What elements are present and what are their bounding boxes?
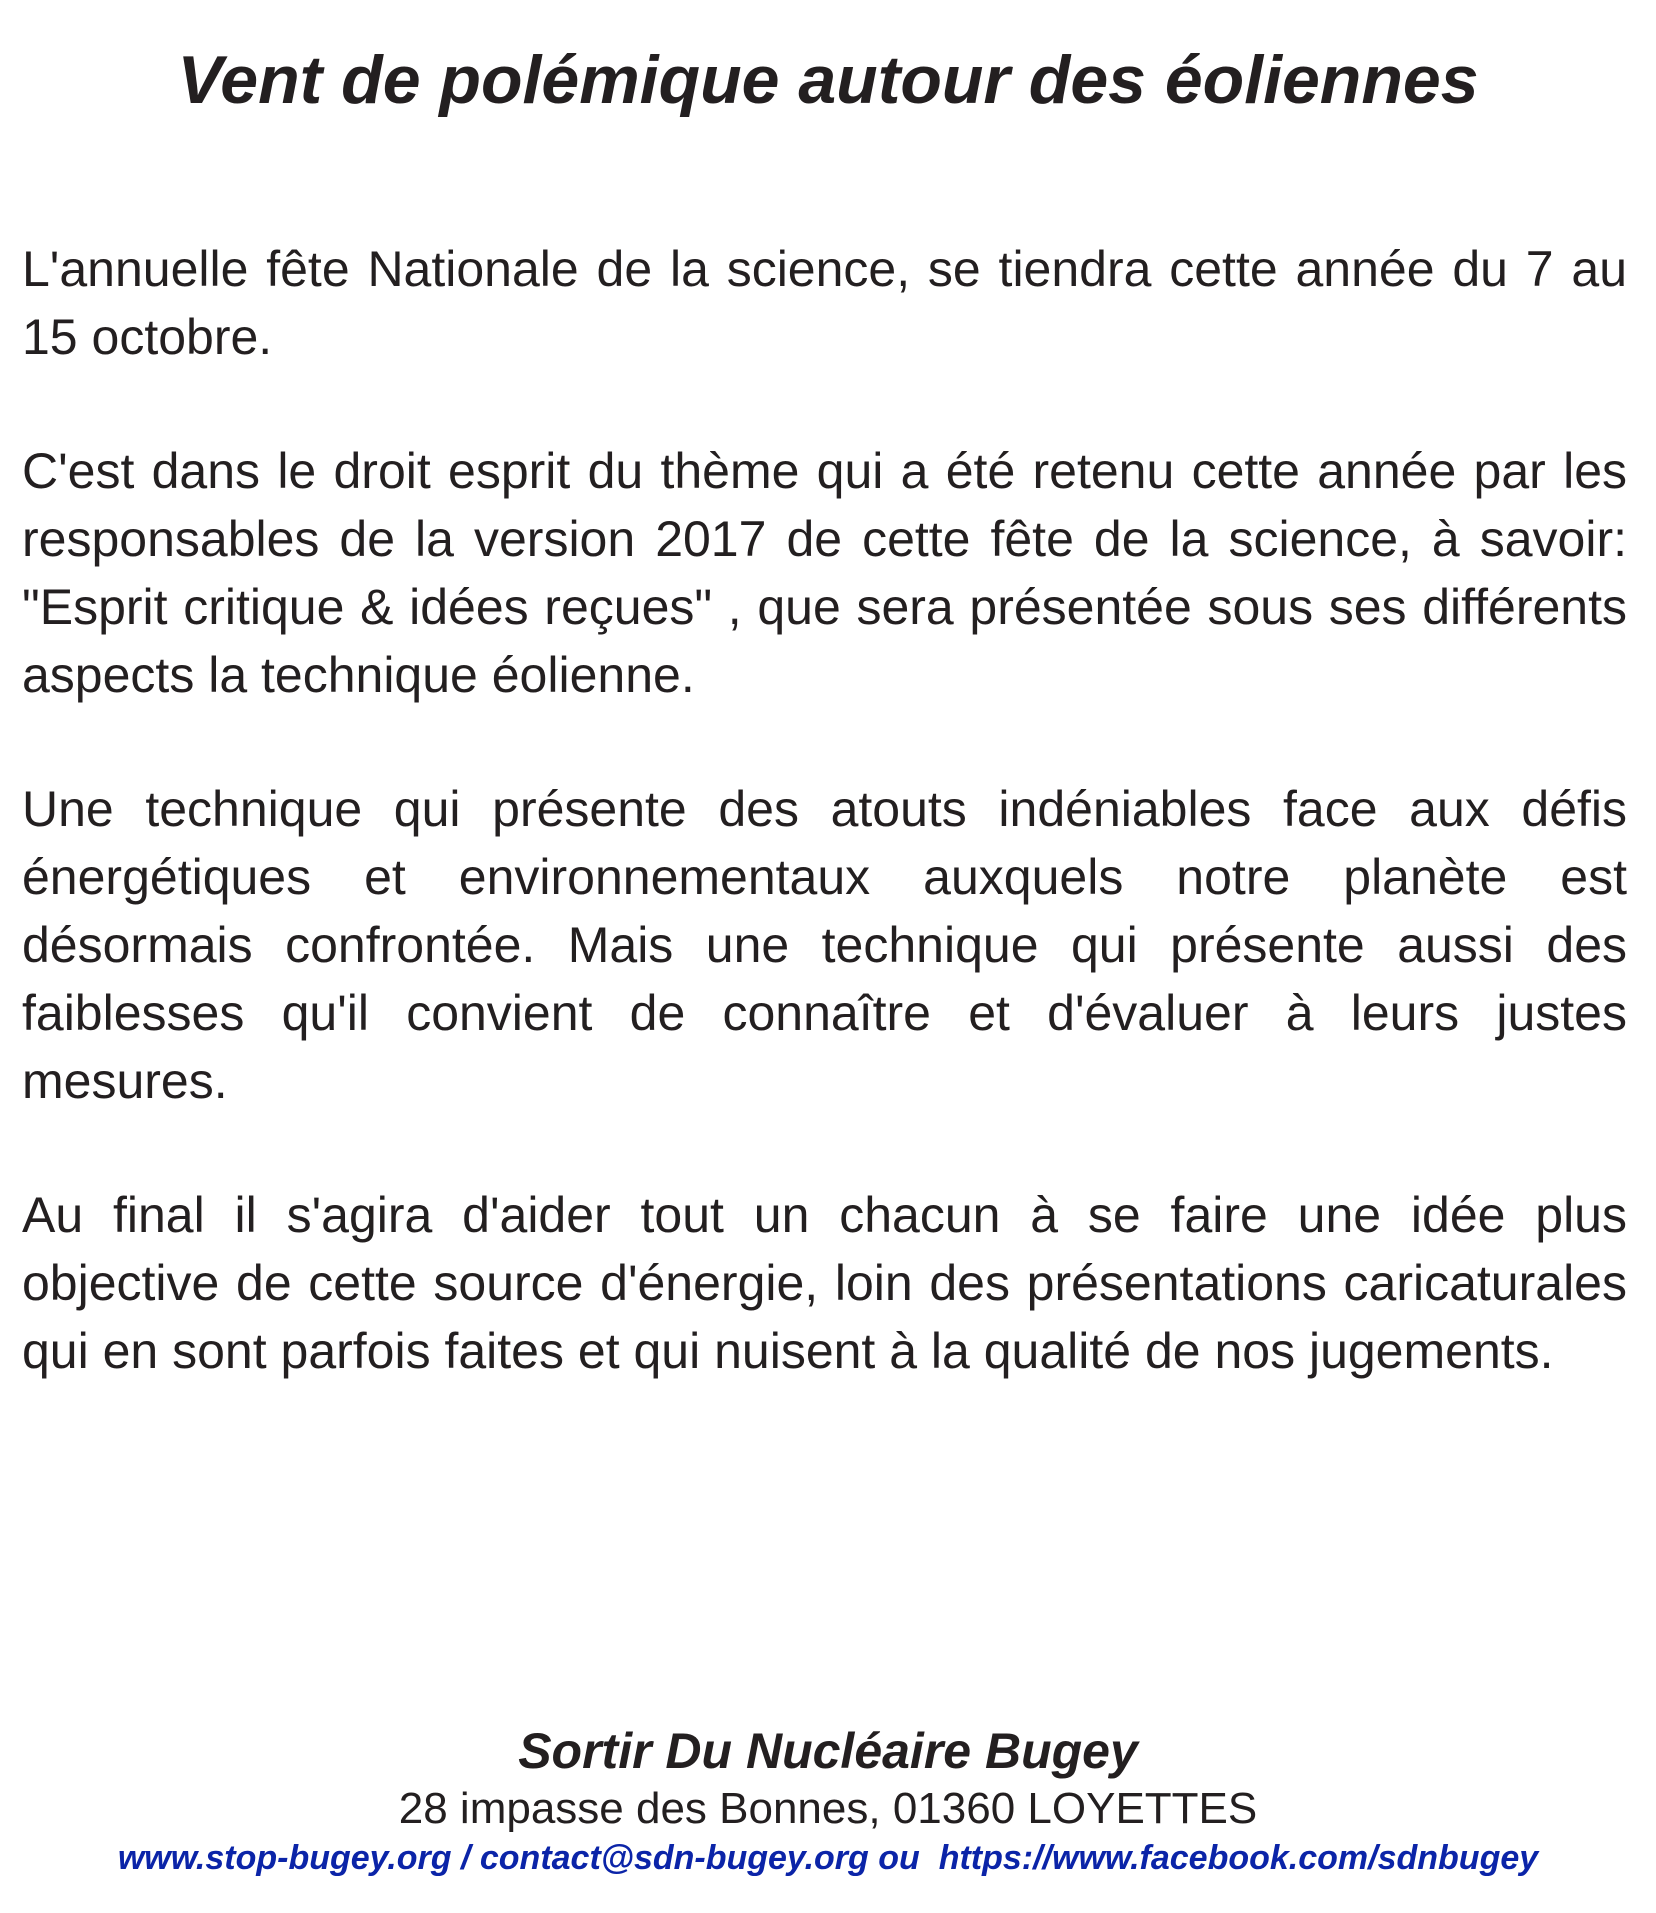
contact-links	[0, 1836, 1656, 1880]
email-link[interactable]: contact@sdn-bugey.org	[479, 1839, 869, 1877]
postal-address: 28 impasse des Bonnes, 01360 LOYETTES	[398, 1784, 1258, 1833]
links-separator: /	[451, 1839, 480, 1877]
article-body	[22, 235, 1627, 1451]
links-conjunction: ou	[868, 1839, 939, 1877]
organization-name: Sortir Du Nucléaire Bugey	[518, 1723, 1138, 1779]
paragraph-4: Au final il s'agira d'aider tout un chacun à se faire une idée plus objective de cette source d'énergie, loin des présentations caricaturales qui en sont parfois faites et qui nuisent à la qualité de nos jugements.	[22, 1187, 1627, 1379]
paragraph-2: C'est dans le droit esprit du thème qui a été retenu cette année par les responsables de la version 2017 de cette fête de la science, à savoir: "Esprit critique & idées reçues" , que sera présentée sous ses différents aspects la technique éolienne.	[22, 443, 1627, 703]
website-link[interactable]: www.stop-bugey.org	[117, 1839, 452, 1877]
footer	[0, 1720, 1656, 1880]
paragraph-3: Une technique qui présente des atouts indéniables face aux défis énergétiques et environnementaux auxquels notre planète est désormais confrontée. Mais une technique qui présente aussi des faiblesses qu'il convient de connaître et d'évaluer à leurs justes mesures.	[22, 781, 1627, 1109]
facebook-link[interactable]: https://www.facebook.com/sdnbugey	[938, 1839, 1539, 1877]
page-title: Vent de polémique autour des éoliennes	[177, 42, 1479, 118]
paragraph-1: L'annuelle fête Nationale de la science, se tiendra cette année du 7 au 15 octobre.	[22, 241, 1627, 365]
